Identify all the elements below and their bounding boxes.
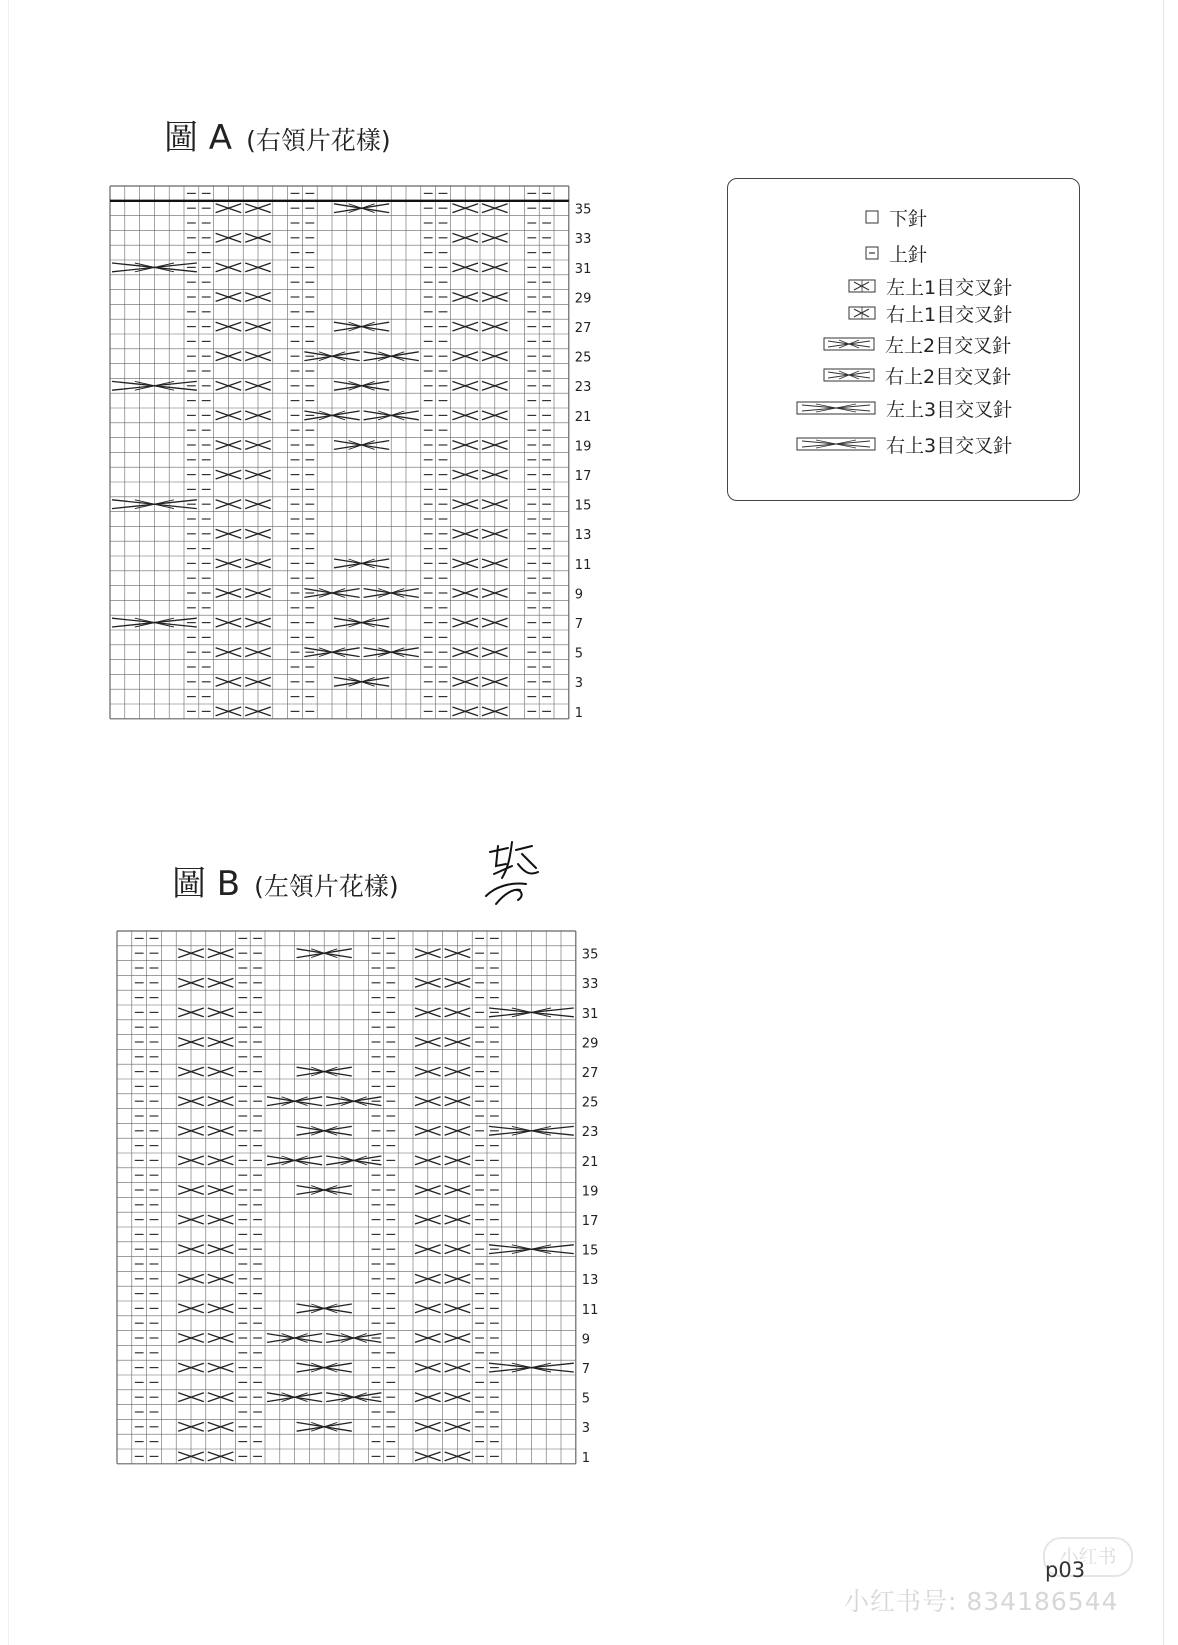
row-number-label: 5: [581, 1391, 591, 1407]
handwritten-signature: [482, 838, 552, 908]
figure-b-chart: [117, 931, 617, 1471]
figure-a-title: [164, 110, 391, 159]
left-cross-1-icon: [848, 279, 876, 293]
row-number-label: 25: [574, 350, 592, 366]
page-edge-left: [8, 0, 9, 1645]
row-number-label: 9: [574, 587, 584, 603]
knit-symbol-icon: [865, 210, 879, 224]
right-cross-1-icon: [848, 306, 876, 320]
legend-label: 左上3目交叉針: [886, 398, 1013, 421]
row-number-label: 33: [581, 977, 599, 993]
legend-item-left-cross-3: [796, 396, 1012, 420]
row-number-label: 29: [581, 1036, 599, 1052]
row-number-label: 15: [574, 498, 592, 514]
page-number: p03: [1045, 1558, 1086, 1582]
row-number-label: 33: [574, 232, 592, 248]
figure-a-title-main: 圖 A: [164, 118, 233, 158]
legend-item-right-cross-1: [848, 301, 1012, 325]
row-number-label: 23: [574, 380, 592, 396]
row-number-label: 7: [581, 1362, 591, 1377]
row-number-label: 31: [574, 261, 592, 277]
row-number-label: 31: [581, 1006, 599, 1022]
left-cross-2-icon: [823, 337, 875, 351]
legend-item-left-cross-1: [848, 274, 1012, 298]
legend-box: [727, 178, 1080, 501]
row-number-label: 17: [574, 469, 592, 484]
page-edge-right: [1163, 0, 1164, 1645]
row-number-label: 29: [574, 291, 592, 307]
legend-item-right-cross-2: [823, 363, 1011, 387]
row-number-label: 21: [574, 409, 592, 425]
legend-label: 下針: [889, 207, 928, 230]
row-number-label: 35: [581, 947, 599, 963]
figure-b-title-sub: (左領片花樣): [254, 872, 399, 901]
row-number-label: 27: [581, 1066, 599, 1081]
figure-b-title-main: 圖 B: [172, 864, 241, 904]
figure-b-title: [172, 856, 399, 905]
legend-label: 左上1目交叉針: [886, 276, 1013, 299]
row-number-label: 25: [581, 1095, 599, 1111]
legend-label: 左上2目交叉針: [885, 334, 1012, 357]
row-number-label: 13: [581, 1273, 599, 1289]
row-number-label: 7: [574, 617, 584, 632]
legend-item-left-cross-2: [823, 332, 1011, 356]
row-number-label: 27: [574, 321, 592, 336]
legend-item-purl: [865, 241, 927, 265]
row-number-label: 23: [581, 1125, 599, 1141]
row-number-label: 1: [574, 705, 584, 721]
legend-label: 上針: [889, 243, 928, 266]
right-cross-2-icon: [823, 368, 875, 382]
row-number-label: 17: [581, 1214, 599, 1229]
legend-label: 右上1目交叉針: [886, 303, 1013, 326]
figure-a-chart: [110, 186, 610, 726]
row-number-label: 13: [574, 528, 592, 544]
row-number-label: 11: [574, 557, 592, 573]
row-number-label: 9: [581, 1332, 591, 1348]
watermark-badge: 小红书: [1043, 1537, 1133, 1577]
row-number-label: 3: [574, 676, 584, 692]
watermark-account: 小红书号: 834186544: [844, 1587, 1119, 1616]
row-number-label: 19: [581, 1184, 599, 1200]
row-number-label: 5: [574, 646, 584, 662]
row-number-label: 3: [581, 1421, 591, 1437]
purl-symbol-icon: [865, 246, 879, 260]
row-number-label: 1: [581, 1450, 591, 1466]
row-number-label: 11: [581, 1302, 599, 1318]
figure-a-title-sub: (右領片花樣): [246, 126, 391, 155]
row-number-label: 15: [581, 1243, 599, 1259]
row-number-label: 21: [581, 1154, 599, 1170]
legend-label: 右上2目交叉針: [885, 365, 1012, 388]
right-cross-3-icon: [796, 437, 876, 451]
legend-label: 右上3目交叉針: [886, 434, 1013, 457]
legend-item-right-cross-3: [796, 432, 1012, 456]
row-number-label: 35: [574, 202, 592, 218]
legend-item-knit: [865, 205, 927, 229]
left-cross-3-icon: [796, 401, 876, 415]
row-number-label: 19: [574, 439, 592, 455]
